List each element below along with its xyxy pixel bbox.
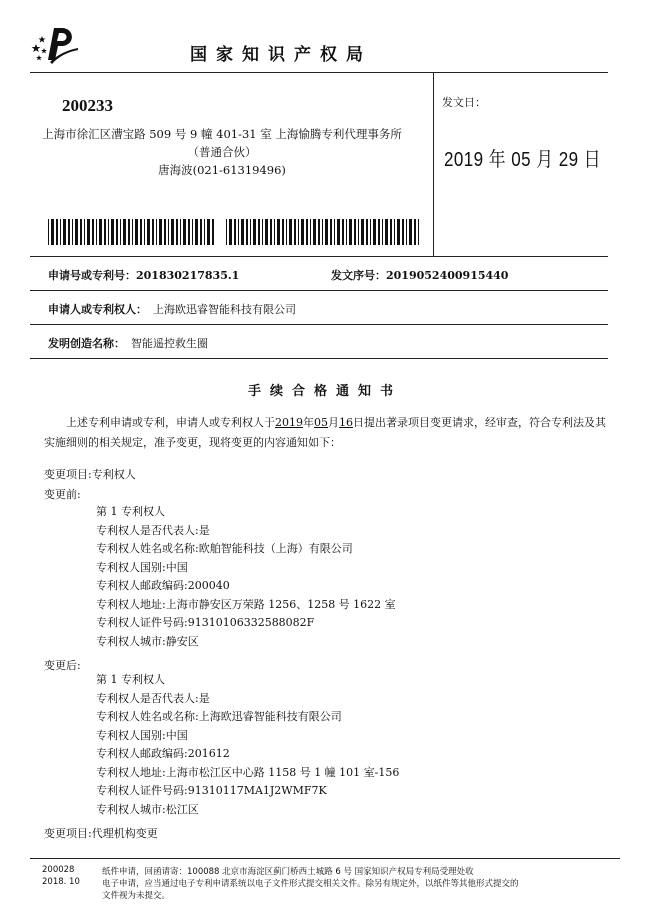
recipient-contact: 唐海波(021-61319496) xyxy=(158,163,286,177)
frame-top-line xyxy=(30,72,608,73)
recipient-address: 上海市徐汇区漕宝路 509 号 9 幢 401-31 室 上海愉腾专利代理事务所 xyxy=(42,127,402,141)
request-year: 2019 xyxy=(275,416,303,429)
recipient-firm-type: （普通合伙） xyxy=(187,145,257,159)
before-line: 第 1 专利权人 xyxy=(96,505,165,518)
form-version: 2018. 10 xyxy=(42,877,80,887)
recipient-zip: 200233 xyxy=(62,96,113,115)
frame-line-2 xyxy=(30,290,608,291)
after-label: 变更后: xyxy=(44,659,81,672)
before-label: 变更前: xyxy=(44,488,81,501)
serial-number-field xyxy=(331,267,508,283)
before-line: 专利权人证件号码:91310106332588082F xyxy=(96,616,315,629)
after-line: 专利权人国别:中国 xyxy=(96,728,188,742)
frame-divider xyxy=(433,72,434,256)
notice-paragraph xyxy=(44,413,612,453)
frame-line-1 xyxy=(30,256,608,257)
after-line: 专利权人城市:松江区 xyxy=(96,802,199,816)
change-item-1: 变更项目:专利权人 xyxy=(44,468,136,481)
applicant-value: 上海欧迅睿智能科技有限公司 xyxy=(153,303,296,316)
after-line: 专利权人邮政编码:201612 xyxy=(96,747,230,760)
before-line: 专利权人是否代表人:是 xyxy=(96,523,210,537)
applicant-field xyxy=(48,301,296,317)
dispatch-date: 2019 年 05 月 29 日 xyxy=(444,149,602,171)
barcode-right xyxy=(226,219,422,245)
before-line: 专利权人城市:静安区 xyxy=(96,634,199,648)
month-char: 月 xyxy=(328,416,339,429)
invention-field xyxy=(48,335,208,351)
para-prefix: 上述专利申请或专利，申请人或专利权人于 xyxy=(66,416,275,429)
application-number-label: 申请号或专利号： xyxy=(48,269,136,282)
before-line: 专利权人国别:中国 xyxy=(96,560,188,574)
barcode-left xyxy=(48,219,216,245)
before-line: 专利权人地址:上海市静安区万荣路 1256、1258 号 1622 室 xyxy=(96,597,396,611)
before-line: 专利权人姓名或名称:欧舶智能科技（上海）有限公司 xyxy=(96,542,353,555)
change-item-2: 变更项目:代理机构变更 xyxy=(44,827,158,840)
after-line: 专利权人姓名或名称:上海欧迅睿智能科技有限公司 xyxy=(96,710,342,723)
after-line: 专利权人地址:上海市松江区中心路 1158 号 1 幢 101 室-156 xyxy=(96,765,400,779)
invention-label: 发明创造名称： xyxy=(48,337,125,350)
request-day: 16 xyxy=(339,416,353,429)
serial-number-value: 2019052400915440 xyxy=(386,269,509,282)
application-number-value: 201830217835.1 xyxy=(136,269,240,282)
footer-line-1: 纸件申请，回函请寄：100088 北京市海淀区蓟门桥西土城路 6 号 国家知识产权局专利局受理处收 xyxy=(102,867,474,877)
dispatch-date-label: 发文日： xyxy=(442,96,486,109)
invention-value: 智能遥控救生圈 xyxy=(131,337,208,350)
after-line: 专利权人证件号码:91310117MA1J2WMF7K xyxy=(96,784,327,797)
request-month: 05 xyxy=(314,416,328,429)
serial-number-label: 发文序号： xyxy=(331,269,386,282)
year-char: 年 xyxy=(303,416,314,429)
footer-line-2: 电子申请，应当通过电子专利申请系统以电子文件形式提交相关文件。除另有规定外，以纸件等其他形式提交的 xyxy=(102,879,519,889)
after-line: 第 1 专利权人 xyxy=(96,673,165,686)
frame-line-3 xyxy=(30,324,608,325)
after-line: 专利权人是否代表人:是 xyxy=(96,691,210,705)
cnipa-logo xyxy=(30,24,82,66)
para-suffix: 日提出著录项目变更请求，经审查，符合专利法及其实施细则的相关规定，准予变更，现将变更的内容通知如下： xyxy=(44,416,606,449)
before-line: 专利权人邮政编码:200040 xyxy=(96,579,230,592)
applicant-label: 申请人或专利权人： xyxy=(48,303,147,316)
footer-line xyxy=(30,858,620,859)
form-code: 200028 xyxy=(42,865,75,875)
office-name: 国家知识产权局 xyxy=(190,45,372,65)
notice-title: 手续合格通知书 xyxy=(247,384,402,399)
application-number-field xyxy=(48,267,239,283)
frame-line-4 xyxy=(30,358,608,359)
footer-line-3: 文件视为未提交。 xyxy=(102,891,171,901)
